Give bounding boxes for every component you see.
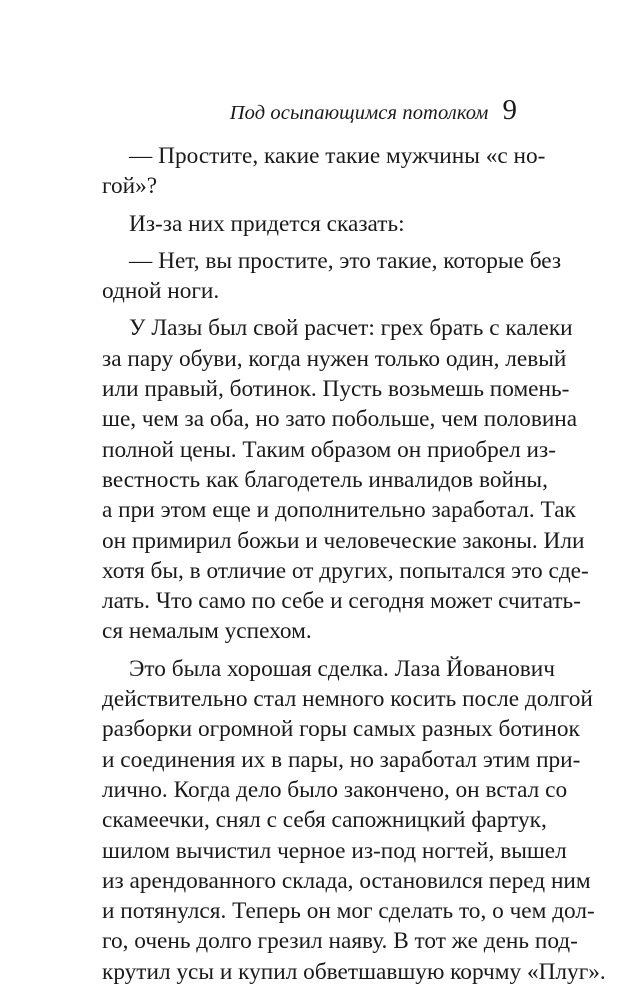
paragraph: [102, 313, 589, 646]
text-line: крутил усы и купил обветшавшую корчму «Плуг».: [102, 958, 606, 985]
text-line: Из-за них придется сказать:: [129, 210, 405, 237]
text-line: У Лазы был свой расчет: грех брать с калеки: [129, 315, 573, 342]
paragraph: [102, 654, 606, 987]
text-line: одной ноги.: [102, 278, 220, 305]
text-line: он примирил божьи и человеческие законы. Или: [102, 527, 585, 554]
text-line: действительно стал немного косить после долгой: [102, 686, 593, 713]
text-line: го, очень долго грезил наяву. В тот же день под-: [102, 928, 578, 955]
paragraph: [102, 141, 546, 202]
text-line: лать. Что само по себе и сегодня может считать-: [102, 588, 581, 615]
text-line: из арендованного склада, остановился перед ним: [102, 867, 591, 894]
paragraph: [102, 246, 562, 307]
running-header: [230, 94, 517, 127]
text-line: и соединения их в пары, но заработал этим при-: [102, 746, 581, 773]
text-line: а при этом еще и дополнительно заработал. Так: [102, 497, 576, 524]
text-line: — Простите, какие такие мужчины «с но-: [129, 143, 546, 169]
text-line: хотя бы, в отличие от других, попытался это сде-: [102, 557, 589, 584]
body-text: [102, 141, 606, 987]
text-line: ше, чем за оба, но зато побольше, чем половина: [102, 406, 578, 433]
text-line: — Нет, вы простите, это такие, которые без: [129, 247, 562, 274]
text-line: разборки огромной горы самых разных ботинок: [102, 716, 580, 743]
text-line: шилом вычистил черное из-под ногтей, вышел: [102, 837, 567, 864]
page-number: 9: [502, 94, 517, 126]
paragraph: [102, 209, 510, 239]
running-title: Под осыпающимся потолком: [229, 102, 489, 124]
text-line: вестность как благодетель инвалидов войны,: [102, 466, 548, 493]
text-line: лично. Когда дело было закончено, он встал со: [102, 776, 568, 803]
text-line: за пару обуви, когда нужен только один, левый: [102, 345, 567, 372]
text-line: скамеечки, снял с себя сапожницкий фартук,: [102, 807, 547, 834]
text-line: Это была хорошая сделка. Лаза Йованович: [129, 655, 555, 682]
text-line: полной цены. Таким образом он приобрел из-: [102, 436, 556, 463]
text-line: и потянулся. Теперь он мог сделать то, о чем дол-: [102, 898, 595, 925]
text-line: или правый, ботинок. Пусть возьмешь помень-: [102, 376, 570, 403]
text-line: гой»?: [102, 173, 158, 200]
text-line: ся немалым успехом.: [102, 618, 312, 645]
